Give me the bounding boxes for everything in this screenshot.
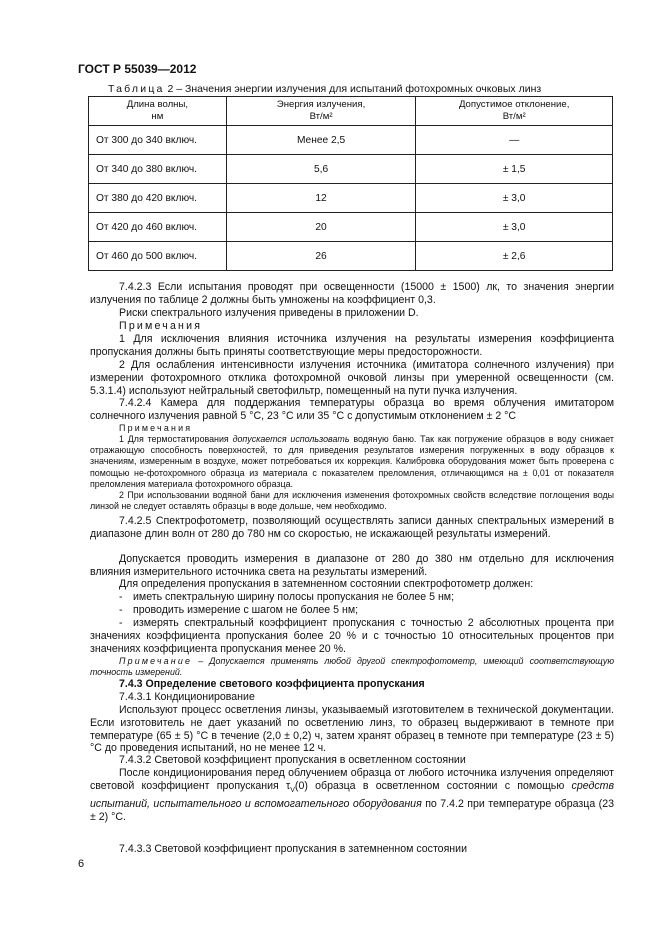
heading-7-4-3-1: 7.4.3.1 Кондиционирование [119, 691, 255, 703]
heading-7-4-3: 7.4.3 Определение светового коэффициента пропускания [119, 678, 425, 690]
table-caption-text: 2 – Значения энергии излучения для испытаний фотохромных очковых линз [164, 83, 542, 95]
table-cell: От 460 до 500 включ. [89, 242, 227, 271]
list-dash: - [119, 591, 123, 603]
table-cell: Менее 2,5 [226, 126, 416, 155]
table-cell: ± 1,5 [416, 155, 613, 184]
table-cell: От 380 до 420 включ. [89, 184, 227, 213]
note-2: 2 Для ослабления интенсивности излучения источника (имитатора солнечного излучения) при измерении фотохромного отклика фотохромной очковой линзы при умеренной освещенности (см. 5.3.1.4) используют нейтральный светофильтр, помещенный на пути пучка излучения. [90, 359, 614, 397]
note-spectrophotometer: Примечание – Допускается применять любой другой спектрофотометр, имеющий соответствующую точность измерений. [90, 656, 614, 678]
table-header-row [89, 97, 613, 126]
table-row [89, 126, 613, 155]
heading-7-4-3-2: 7.4.3.2 Световой коэффициент пропускания в осветленном состоянии [119, 754, 466, 766]
table-cell: ± 2,6 [416, 242, 613, 271]
table-cell: От 420 до 460 включ. [89, 213, 227, 242]
list-dash: - [119, 604, 123, 616]
table-cell: 12 [226, 184, 416, 213]
table-cell: 26 [226, 242, 416, 271]
table-row [89, 155, 613, 184]
list-dash: - [119, 617, 123, 629]
table-cell: 5,6 [226, 155, 416, 184]
note-water-bath: 1 Для термостатирования допускается использовать водяную баню. Так как погружение образцов в воду снижает отражающую способность поверхностей, то для приведения результатов измерения погруженных в воду образцов к значениям, измеренным в воздухе, может потребоваться их коррекция. Калибровка оборудования может быть проверена с помощью не-фотохромного образца из материала с показателем преломления, отличающимся на ± 0,01 от показателя преломления материала фотохромного образца. [90, 434, 614, 489]
heading-7-4-3-3: 7.4.3.3 Световой коэффициент пропускания в затемненном состоянии [119, 843, 467, 855]
table-cell: 20 [226, 213, 416, 242]
notes-title: Примечания [119, 320, 203, 332]
energy-table [88, 96, 613, 271]
list-item-2: проводить измерение с шагом не более 5 нм; [133, 604, 359, 616]
table-row [89, 184, 613, 213]
table-cell: ± 3,0 [416, 213, 613, 242]
list-item-3: измерять спектральный коэффициент пропускания с точностью 2 абсолютных процента при значениях коэффициента пропускания более 20 % и с точностью 10 относительных процентов при значениях коэффициента пропускания менее 20 %. [90, 617, 614, 655]
paragraph-7-4-2-4: 7.4.2.4 Камера для поддержания температуры образца во время облучения имитатором солнечного излучения равной 5 °С, 23 °С или 35 °С с допустимым отклонением ± 2 °С [90, 397, 614, 422]
table-cell: — [416, 126, 613, 155]
paragraph-range: Допускается проводить измерения в диапазоне от 280 до 380 нм отдельно для исключения влияния измерительного источника света на результаты измерений. [90, 553, 614, 578]
table-caption-word: Таблица [108, 83, 165, 95]
column-header-deviation: Допустимое отклонение, Вт/м² [416, 97, 613, 126]
table-row [89, 213, 613, 242]
table-cell: От 340 до 380 включ. [89, 155, 227, 184]
note-1: 1 Для исключения влияния источника излучения на результаты измерения коэффициента пропускания должны быть приняты соответствующие меры предосторожности. [90, 333, 614, 358]
list-item-1: иметь спектральную ширину полосы пропускания не более 5 нм; [133, 591, 455, 603]
table-cell: От 300 до 340 включ. [89, 126, 227, 155]
page-number: 6 [78, 858, 85, 870]
paragraph-7-4-2-3: 7.4.2.3 Если испытания проводят при освещенности (15000 ± 1500) лк, то значения энергии излучения по таблице 2 должны быть умножены на коэффициент 0,3. [90, 281, 614, 306]
table-cell: ± 3,0 [416, 184, 613, 213]
paragraph-light-transmittance: После кондиционирования перед облучением образца от любого источника излучения определяют световой коэффициент пропускания $\tau_V(0)$ образца в осветленном состоянии с помощью средств испытаний, испытательного и вспомогательного оборудования по 7.4.2 при температуре образца (23 ± 2) °С. [90, 767, 614, 823]
note-water-absorption: 2 При использовании водяной бани для исключения изменения фотохромных свойств вследствие поглощения воды линзой не следует оставлять образцы в воде дольше, чем необходимо. [90, 490, 614, 512]
paragraph-7-4-2-5: 7.4.2.5 Спектрофотометр, позволяющий осуществлять записи данных спектральных измерений в диапазоне длин волн от 280 до 780 нм со скоростью, не искажающей результаты измерений. [90, 515, 614, 540]
notes-title: Примечания [119, 423, 193, 433]
document-header: ГОСТ Р 55039—2012 [78, 62, 197, 76]
paragraph-risks: Риски спектрального излучения приведены в приложении D. [119, 307, 419, 319]
paragraph-conditioning: Используют процесс осветления линзы, указываемый изготовителем в технической документации. Если изготовитель не дает указаний по осветлению линз, то образец выдерживают в темноте при температуре (65 ± 5) °С в течение (2,0 ± 0,2) ч, затем хранят образец в темноте при температуре (23 ± 5) °С до проведения испытаний, но не менее 12 ч. [90, 704, 614, 755]
table-caption [108, 83, 541, 95]
paragraph-requirements: Для определения пропускания в затемненном состоянии спектрофотометр должен: [119, 578, 534, 590]
column-header-wavelength: Длина волны, нм [89, 97, 227, 126]
table-row [89, 242, 613, 271]
column-header-energy: Энергия излучения, Вт/м² [226, 97, 416, 126]
